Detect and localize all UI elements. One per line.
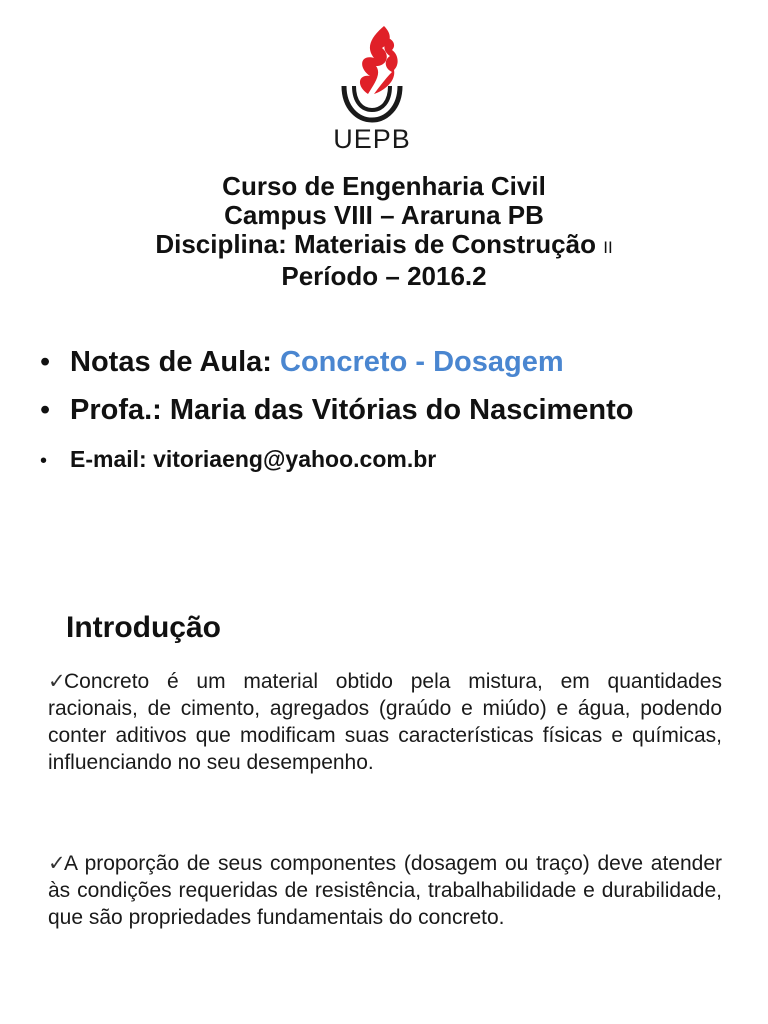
paragraph-1 (48, 668, 722, 776)
bullet-notas (40, 346, 768, 394)
uepb-logo (330, 24, 414, 154)
period-line: Período – 2016.2 (281, 261, 487, 291)
logo-text: UEPB (333, 124, 411, 154)
bullet-marker: • (40, 450, 48, 472)
campus-name: Campus VIII – Araruna PB (224, 200, 544, 230)
discipline-suffix: II (603, 238, 613, 257)
checkmark-icon: ✓ (48, 852, 66, 875)
discipline-line (0, 230, 768, 262)
bullet-profa (40, 394, 768, 446)
bullet-marker: • (40, 346, 51, 378)
section-title: Introdução (66, 611, 221, 644)
course-name: Curso de Engenharia Civil (222, 171, 546, 201)
course-header (0, 172, 768, 291)
flame-torch-icon (330, 24, 414, 132)
paragraph-2 (48, 850, 722, 931)
checkmark-icon: ✓ (48, 670, 66, 693)
paragraph-2-text: A proporção de seus componentes (dosagem ou traço) deve atender às condições requeridas de resistência, trabalhabilidade e durabilidade, que são propriedades fundamentais do concreto. (48, 852, 722, 929)
notas-value: Concreto - Dosagem (280, 346, 564, 378)
email-text: E-mail: vitoriaeng@yahoo.com.br (70, 446, 437, 472)
info-bullets (40, 346, 768, 486)
paragraph-1-text: Concreto é um material obtido pela mistura, em quantidades racionais, de cimento, agregados (graúdo e miúdo) e água, podendo conter aditivos que modificam suas características físicas e químicas, influenciando no seu desempenho. (48, 670, 722, 774)
bullet-marker: • (40, 394, 51, 426)
profa-text: Profa.: Maria das Vitórias do Nascimento (70, 394, 634, 426)
notas-label: Notas de Aula: (70, 346, 272, 378)
bullet-email (40, 446, 768, 486)
discipline-name: Disciplina: Materiais de Construção (155, 229, 596, 259)
